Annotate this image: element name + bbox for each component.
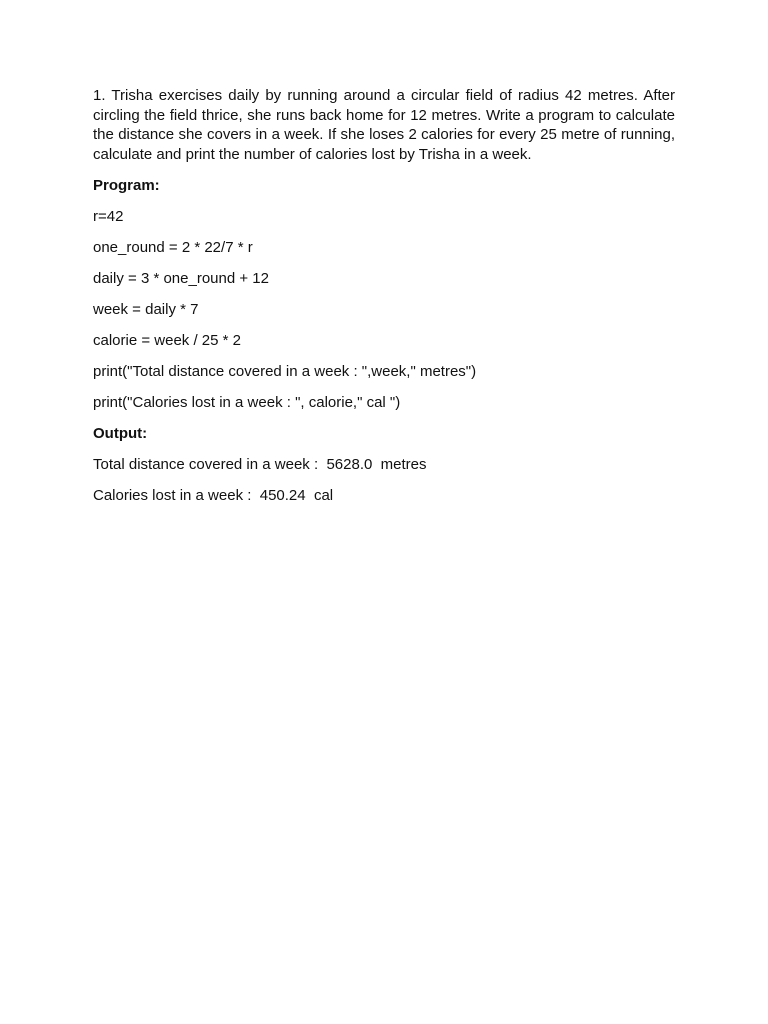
output-line: Total distance covered in a week : 5628.0 metres — [93, 456, 427, 473]
code-line: print("Calories lost in a week : ", calorie," cal ") — [93, 394, 401, 411]
code-line: daily = 3 * one_round + 12 — [93, 270, 269, 287]
output-line: Calories lost in a week : 450.24 cal — [93, 487, 334, 504]
code-line: print("Total distance covered in a week : ",week," metres") — [93, 363, 477, 380]
document-page — [93, 86, 675, 505]
code-line: r=42 — [93, 208, 124, 225]
code-line: one_round = 2 * 22/7 * r — [93, 239, 253, 256]
code-line: calorie = week / 25 * 2 — [93, 332, 242, 349]
program-heading: Program: — [93, 177, 160, 194]
output-heading: Output: — [93, 425, 148, 442]
question-text: 1. Trisha exercises daily by running around a circular field of radius 42 metres. After circling the field thrice, she runs back home for 12 metres. Write a program to calculate the distance she covers in a week. If she loses 2 calories for every 25 metre of running, calculate and print the number of calories lost by Trisha in a week. — [93, 87, 675, 163]
code-line: week = daily * 7 — [93, 301, 199, 318]
